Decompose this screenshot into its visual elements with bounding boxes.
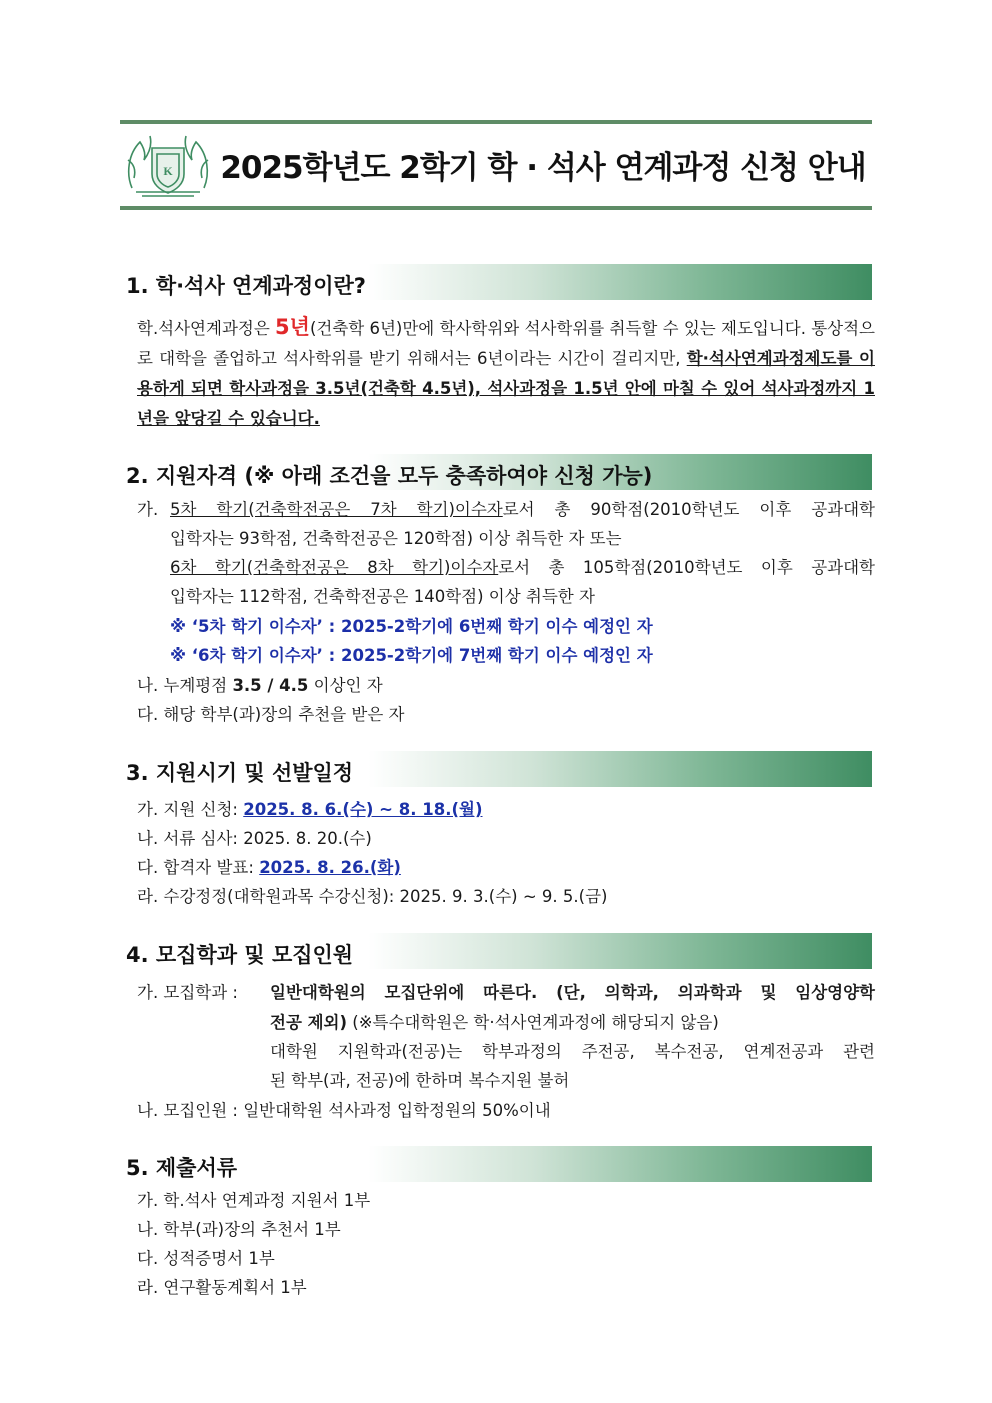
section-2-na-post: 이상인 자 xyxy=(308,676,383,695)
sixth-semester-term: 6차 학기(건축학전공은 8차 학기)이수자 xyxy=(170,558,499,577)
section-4-ga-line-1 xyxy=(270,978,875,1008)
list-item: 가. 학.석사 연계과정 지원서 1부 xyxy=(137,1191,371,1210)
section-2-ga-line-1-rest: 로서 총 90학점(2010학년도 이후 공과대학 xyxy=(502,500,875,519)
section-4-ga-label: 가. 모집학과 : xyxy=(137,983,238,1002)
section-1-emphasis: 학·석사연계과정제도를 이용하게 되면 학사과정을 3.5년(건축학 4.5년), 석사과정을 1.5년 안에 마칠 수 있어 석사과정까지 1년을 앞당길 수 있습니다. xyxy=(137,349,875,428)
section-2-note-1: ※ ‘5차 학기 이수자’ : 2025-2학기에 6번째 학기 이수 예정인 자 xyxy=(170,617,653,636)
section-3-ra: 라. 수강정정(대학원과목 수강신청): 2025. 9. 3.(수) ~ 9. 5.(금) xyxy=(137,887,608,906)
fifth-semester-term: 5차 학기(건축학전공은 7차 학기)이수자 xyxy=(170,500,503,519)
university-emblem-icon xyxy=(122,130,214,200)
section-2-heading xyxy=(120,454,872,490)
section-1-text-b: (건축학 6년)만에 학사학위와 석사학위를 취득할 수 있는 제도입니다. 통상적으로 대학을 졸업하고 석사학위를 받기 위해서는 6년이라는 시간이 걸리지만, xyxy=(137,319,875,368)
application-label: 가. 지원 신청: xyxy=(137,800,244,819)
section-5-heading-text: 5. 제출서류 xyxy=(126,1156,238,1180)
gpa-requirement: 3.5 / 4.5 xyxy=(232,676,309,695)
section-2-ga-line-2: 입학자는 93학점, 건축학전공은 120학점) 이상 취득한 자 또는 xyxy=(170,529,622,548)
result-date: 2025. 8. 26.(화) xyxy=(259,858,401,877)
section-3-heading-text: 3. 지원시기 및 선발일정 xyxy=(126,761,354,785)
section-2-ga-line-4: 입학자는 112학점, 건축학전공은 140학점) 이상 취득한 자 xyxy=(170,587,595,606)
list-item: 다. 성적증명서 1부 xyxy=(137,1249,275,1268)
section-3-da xyxy=(137,853,401,883)
section-4-na: 나. 모집인원 : 일반대학원 석사과정 입학정원의 50%이내 xyxy=(137,1101,551,1120)
section-1-highlight-years: 5년 xyxy=(275,315,310,339)
application-period: 2025. 8. 6.(수) ~ 8. 18.(월) xyxy=(243,800,483,819)
section-5-heading xyxy=(120,1146,872,1182)
section-2-ga-line-3 xyxy=(170,553,875,583)
list-item: 나. 학부(과)장의 추천서 1부 xyxy=(137,1220,341,1239)
section-2-na-pre: 나. 누계평점 xyxy=(137,676,233,695)
section-2-da: 다. 해당 학부(과)장의 추천을 받은 자 xyxy=(137,705,405,724)
section-4-ga-line-1-text: 일반대학원의 모집단위에 따른다. (단, 의학과, 의과학과 및 임상영양학 xyxy=(270,983,875,1002)
section-3-ga xyxy=(137,795,483,825)
section-2-ga-line-1 xyxy=(170,495,875,525)
header-bottom-rule xyxy=(120,206,872,210)
section-2-ga-marker: 가. xyxy=(137,500,159,519)
result-label: 다. 합격자 발표: xyxy=(137,858,260,877)
document-header xyxy=(120,120,872,210)
section-2-note-2: ※ ‘6차 학기 이수자’ : 2025-2학기에 7번째 학기 이수 예정인 자 xyxy=(170,646,653,665)
page-title: 2025학년도 2학기 학 · 석사 연계과정 신청 안내 xyxy=(220,150,866,186)
svg-text:K: K xyxy=(163,164,173,178)
section-4-heading-text: 4. 모집학과 및 모집인원 xyxy=(126,943,354,967)
section-4-special-note: (※특수대학원은 학·석사연계과정에 해당되지 않음) xyxy=(347,1013,719,1032)
section-1-text-a: 학.석사연계과정은 xyxy=(137,319,276,338)
section-4-heading xyxy=(120,933,872,969)
section-4-ga-line-3-text: 대학원 지원학과(전공)는 학부과정의 주전공, 복수전공, 연계전공과 관련 xyxy=(270,1042,875,1061)
section-3-na: 나. 서류 심사: 2025. 8. 20.(수) xyxy=(137,829,372,848)
section-2-na xyxy=(137,671,383,701)
section-1-paragraph xyxy=(137,312,875,434)
section-1-heading xyxy=(120,264,872,300)
section-2-heading-text: 2. 지원자격 (※ 아래 조건을 모두 충족하여야 신청 가능) xyxy=(126,464,653,488)
section-4-ga-line-2 xyxy=(270,1008,719,1038)
section-1-heading-text: 1. 학·석사 연계과정이란? xyxy=(126,274,366,298)
section-3-heading xyxy=(120,751,872,787)
section-2-ga-line-3-rest: 로서 총 105학점(2010학년도 이후 공과대학 xyxy=(498,558,875,577)
section-4-exclusion: 전공 제외) xyxy=(270,1013,348,1032)
section-4-ga-line-4: 된 학부(과, 전공)에 한하며 복수지원 불허 xyxy=(270,1071,570,1090)
section-4-ga-line-3 xyxy=(270,1037,875,1067)
list-item: 라. 연구활동계획서 1부 xyxy=(137,1278,307,1297)
header-top-rule xyxy=(120,120,872,124)
